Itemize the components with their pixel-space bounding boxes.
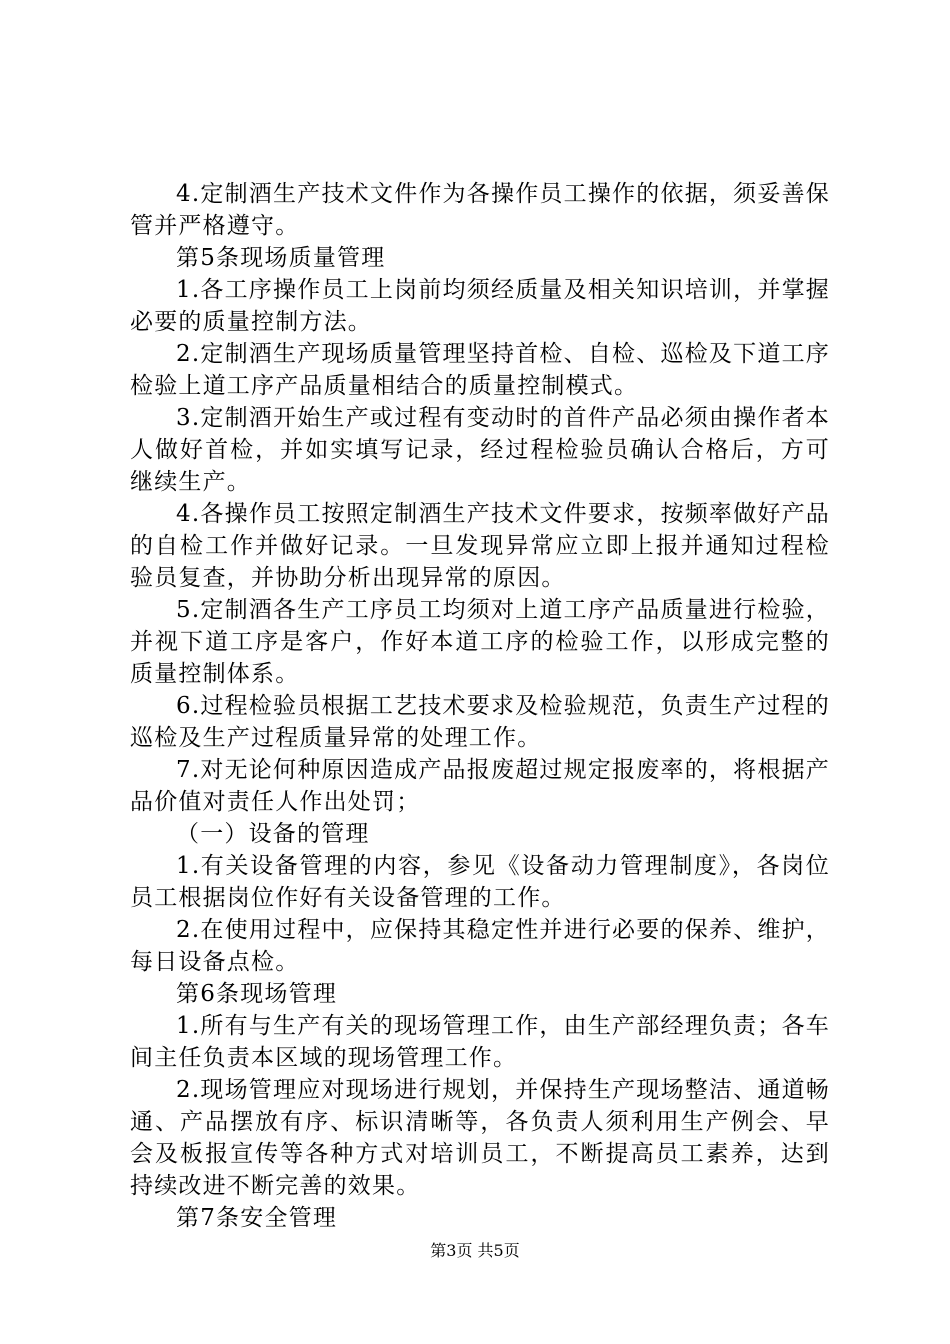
paragraph: 1.各工序操作员工上岗前均须经质量及相关知识培训，并掌握必要的质量控制方法。: [130, 277, 830, 335]
paragraph: 2.定制酒生产现场质量管理坚持首检、自检、巡检及下道工序检验上道工序产品质量相结合的质量控制模式。: [130, 341, 830, 399]
section-heading: 第6条现场管理: [176, 981, 338, 1007]
paragraph: 7.对无论何种原因造成产品报废超过规定报废率的，将根据产品价值对责任人作出处罚；: [130, 757, 830, 815]
paragraph: 5.定制酒各生产工序员工均须对上道工序产品质量进行检验，并视下道工序是客户，作好本道工序的检验工作，以形成完整的质量控制体系。: [130, 597, 830, 687]
section-heading: 第5条现场质量管理: [176, 245, 386, 271]
paragraph: 6.过程检验员根据工艺技术要求及检验规范，负责生产过程的巡检及生产过程质量异常的处理工作。: [130, 693, 830, 751]
section-heading: 第7条安全管理: [176, 1205, 338, 1231]
document-body: [130, 178, 830, 1234]
subsection-heading: （一）设备的管理: [176, 821, 370, 847]
paragraph: 2.在使用过程中，应保持其稳定性并进行必要的保养、维护，每日设备点检。: [130, 917, 830, 975]
paragraph: 1.所有与生产有关的现场管理工作，由生产部经理负责；各车间主任负责本区域的现场管理工作。: [130, 1013, 830, 1071]
paragraph: 4.定制酒生产技术文件作为各操作员工操作的依据，须妥善保管并严格遵守。: [130, 181, 830, 239]
paragraph: 1.有关设备管理的内容，参见《设备动力管理制度》，各岗位员工根据岗位作好有关设备管理的工作。: [130, 853, 830, 911]
paragraph: 4.各操作员工按照定制酒生产技术文件要求，按频率做好产品的自检工作并做好记录。一旦发现异常应立即上报并通知过程检验员复查，并协助分析出现异常的原因。: [130, 501, 830, 591]
paragraph: 2.现场管理应对现场进行规划，并保持生产现场整洁、通道畅通、产品摆放有序、标识清晰等，各负责人须利用生产例会、早会及板报宣传等各种方式对培训员工，不断提高员工素养，达到持续改进不断完善的效果。: [130, 1077, 830, 1199]
page-number-footer: 第3页 共5页: [430, 1241, 520, 1260]
paragraph: 3.定制酒开始生产或过程有变动时的首件产品必须由操作者本人做好首检，并如实填写记录，经过程检验员确认合格后，方可继续生产。: [130, 405, 830, 495]
